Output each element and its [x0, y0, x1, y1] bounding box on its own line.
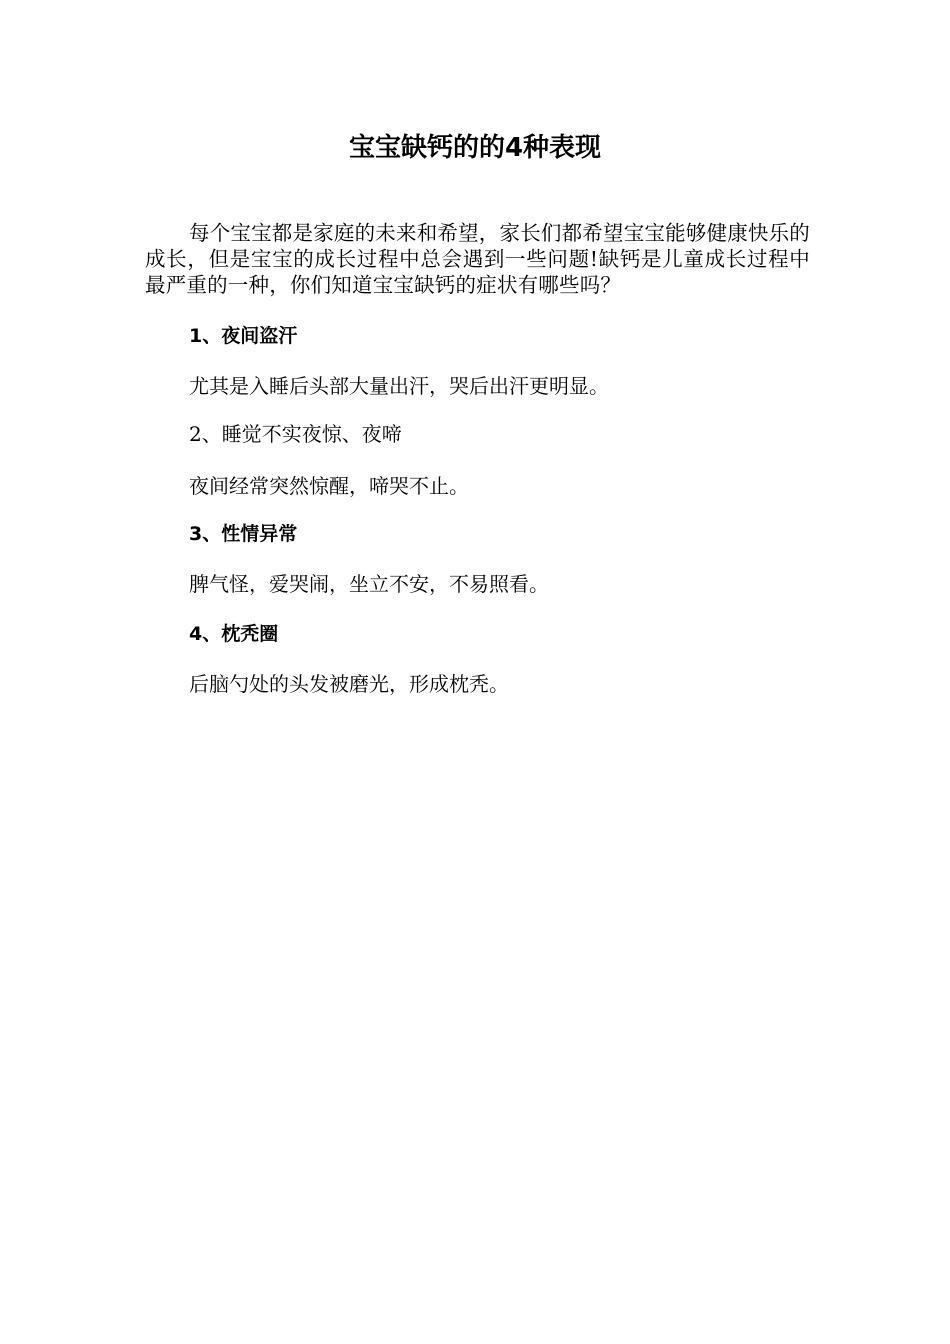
section-2-body: 夜间经常突然惊醒，啼哭不止。 [189, 474, 469, 498]
section-4-body: 后脑勺处的头发被磨光，形成枕秃。 [189, 672, 509, 696]
section-1-body: 尤其是入睡后头部大量出汗，哭后出汗更明显。 [189, 374, 609, 398]
section-3-heading: 3、性情异常 [189, 523, 298, 545]
intro-paragraph: 每个宝宝都是家庭的未来和希望，家长们都希望宝宝能够健康快乐的成长，但是宝宝的成长过程中总会遇到一些问题!缺钙是儿童成长过程中最严重的一种，你们知道宝宝缺钙的症状有哪些吗？ [145, 221, 810, 297]
section-4-heading: 4、枕秃圈 [189, 623, 279, 645]
section-3-body: 脾气怪，爱哭闹，坐立不安，不易照看。 [189, 572, 549, 596]
page-title: 宝宝缺钙的的4种表现 [348, 133, 602, 163]
section-1-heading: 1、夜间盗汗 [189, 325, 298, 347]
section-2-heading: 2、睡觉不实夜惊、夜啼 [189, 422, 402, 446]
